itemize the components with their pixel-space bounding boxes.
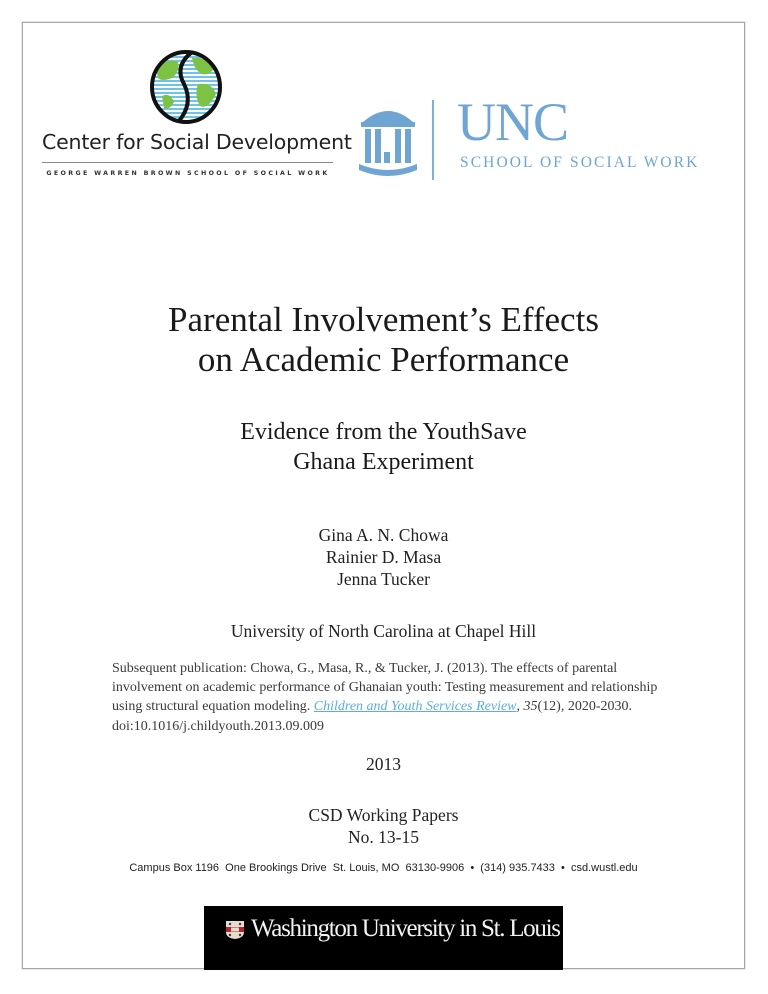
author-name: Jenna Tucker xyxy=(337,569,430,589)
washu-logo-band xyxy=(204,906,563,970)
csd-logo xyxy=(38,48,352,188)
csd-name: Center for Social Development xyxy=(42,130,352,154)
publication-year: 2013 xyxy=(366,754,401,774)
subtitle-line: Evidence from the YouthSave xyxy=(240,419,527,445)
citation-text: Subsequent publication: Chowa, G., Masa, R., & Tucker, J. (2013). The effects of parental involvement on academic performance of Ghanaian youth: Testing measurement and relationship using structural equation modeling. xyxy=(112,661,658,715)
author-name: Rainier D. Masa xyxy=(325,547,442,567)
washu-name: Washington University in St. Louis xyxy=(251,915,560,942)
unc-subtitle: SCHOOL OF SOCIAL WORK xyxy=(460,154,700,171)
globe-yin-yang-icon xyxy=(148,48,224,126)
series-name: CSD Working Papers xyxy=(308,805,459,825)
old-well-icon xyxy=(357,102,419,178)
csd-divider xyxy=(42,162,333,163)
series-number: No. 13-15 xyxy=(348,827,419,847)
document-title xyxy=(22,300,745,380)
citation-separator: , xyxy=(516,699,524,715)
working-paper-series xyxy=(22,804,745,848)
subtitle-line: Ghana Experiment xyxy=(293,449,474,475)
author-name: Gina A. N. Chowa xyxy=(318,525,449,545)
unc-name: UNC xyxy=(457,92,569,152)
unc-logo xyxy=(355,92,725,184)
journal-link[interactable]: Children and Youth Services Review xyxy=(313,699,517,715)
document-subtitle xyxy=(22,417,745,477)
unc-divider xyxy=(432,100,434,180)
contact-address: Campus Box 1196 One Brookings Drive St. Louis, MO 63130-9906 • (314) 935.7433 • csd.wustl.edu xyxy=(129,862,638,874)
subsequent-publication-citation xyxy=(112,659,672,736)
csd-subtitle: GEORGE WARREN BROWN SCHOOL OF SOCIAL WORK xyxy=(46,170,330,177)
citation-pages-doi: (12), 2020-2030. doi:10.1016/j.childyouth.2013.09.009 xyxy=(112,699,633,734)
washu-shield-icon xyxy=(225,920,245,940)
title-line: on Academic Performance xyxy=(197,340,570,379)
citation-volume: 35 xyxy=(523,699,538,715)
affiliation: University of North Carolina at Chapel Hill xyxy=(230,621,537,641)
author-list xyxy=(22,524,745,590)
title-line: Parental Involvement’s Effects xyxy=(168,300,599,339)
